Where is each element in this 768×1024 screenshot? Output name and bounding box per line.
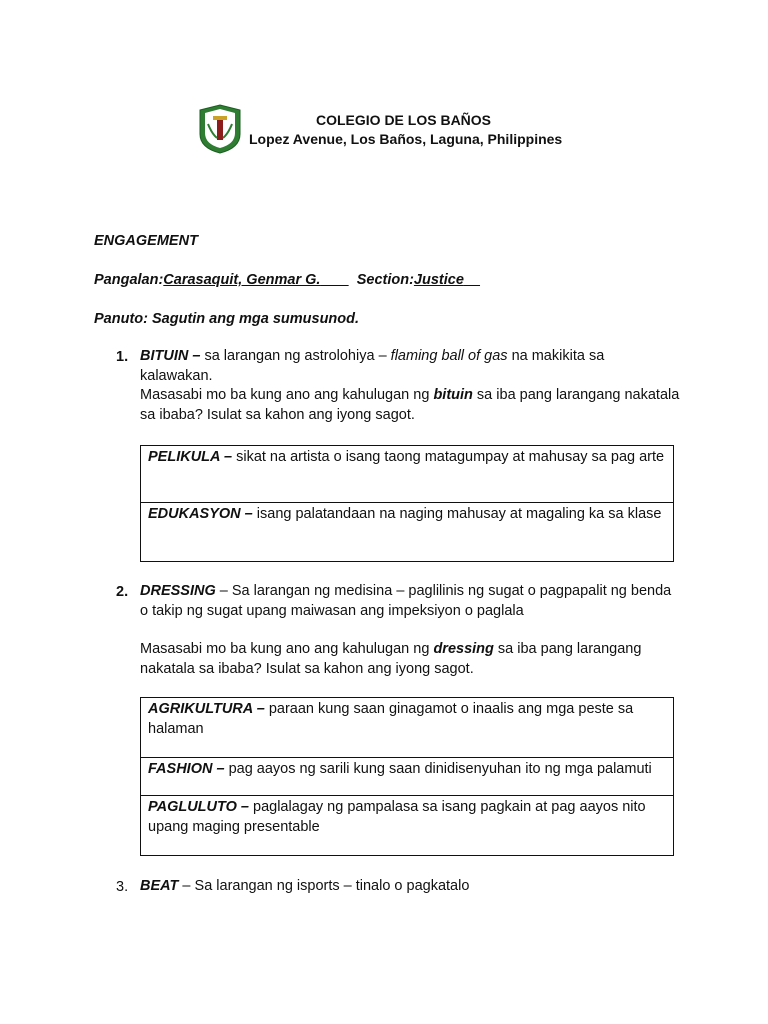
school-name: COLEGIO DE LOS BAÑOS (316, 112, 492, 128)
answer-row: EDUKASYON – isang palatandaan na naging mahusay at magaling ka sa klase (141, 502, 673, 561)
section-value: Justice (413, 272, 464, 288)
page-title: ENGAGEMENT (94, 233, 198, 249)
name-label: Pangalan: (94, 272, 164, 288)
answer-table (140, 697, 674, 856)
item-definition: DRESSING – Sa larangan ng medisina – paglilinis ng sugat o pagpapalit ng benda o takip ng sugat upang maiwasan ang impeksiyon o paglala (140, 583, 672, 619)
school-header (249, 111, 562, 149)
answer-row: PAGLULUTO – paglalagay ng pampalasa sa isang pagkain at pag aayos nito upang maging presentable (141, 795, 673, 855)
answer-row: PELIKULA – sikat na artista o isang taong matagumpay at mahusay sa pag arte (148, 449, 665, 465)
student-info (94, 270, 480, 290)
item-definition: BITUIN – sa larangan ng astrolohiya – flaming ball of gas na makikita sa kalawakan. Masasabi mo ba kung ano ang kahulugan ng bituin sa iba pang larangang nakatala sa ibaba? Isulat sa kahon ang iyong sagot. (140, 348, 680, 423)
item-question: Masasabi mo ba kung ano ang kahulugan ng dressing sa iba pang larangang nakatala sa ibaba? Isulat sa kahon ang iyong sagot. (140, 641, 642, 677)
instruction: Panuto: Sagutin ang mga sumusunod. (94, 311, 360, 327)
item-definition: BEAT – Sa larangan ng isports – tinalo o pagkatalo (140, 878, 470, 894)
item-number: 3. (116, 879, 129, 895)
item-number: 1. (116, 349, 129, 365)
item-number: 2. (116, 584, 129, 600)
answer-row: FASHION – pag aayos ng sarili kung saan dinidisenyuhan ito ng mga palamuti (141, 757, 673, 795)
name-value: Carasaquit, Genmar G. (163, 272, 321, 288)
section-label: Section: (356, 272, 414, 288)
school-crest-icon (198, 104, 242, 154)
school-address: Lopez Avenue, Los Baños, Laguna, Philippines (249, 131, 563, 147)
answer-row: AGRIKULTURA – paraan kung saan ginagamot o inaalis ang mga peste sa halaman (148, 701, 634, 737)
answer-table (140, 445, 674, 562)
